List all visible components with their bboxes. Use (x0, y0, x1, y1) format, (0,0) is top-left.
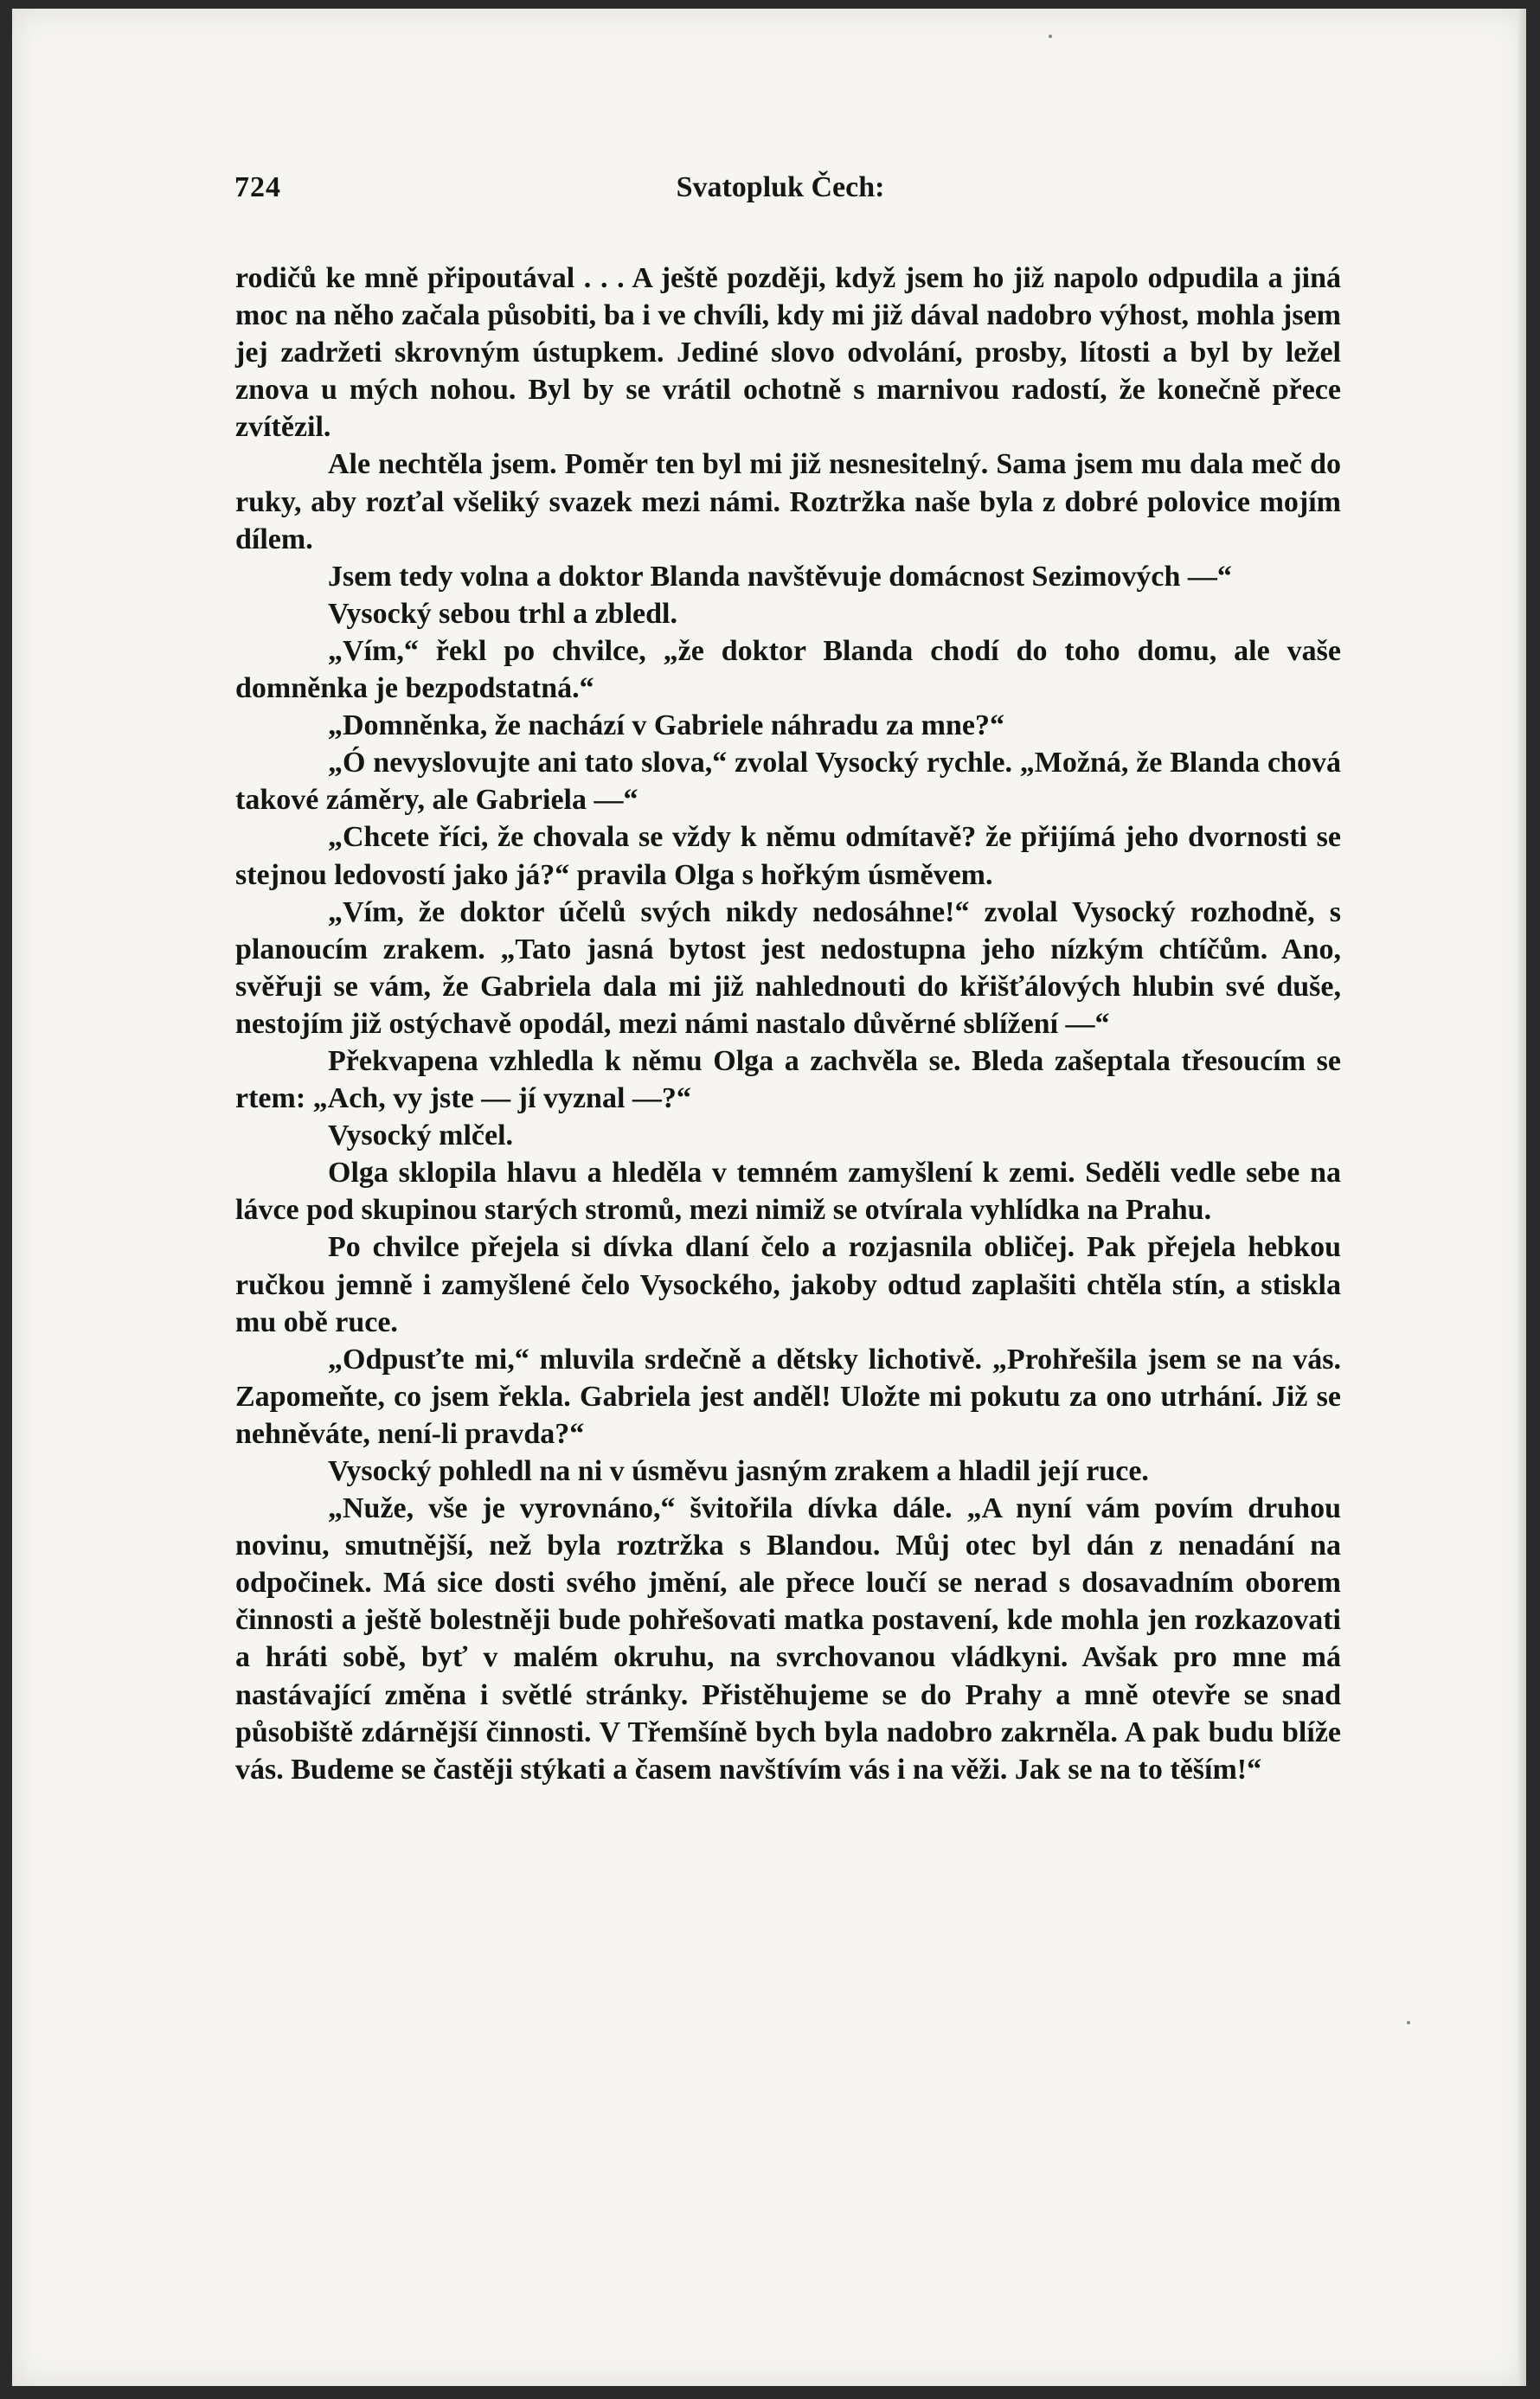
print-speck (1407, 2021, 1410, 2024)
paragraph: rodičů ke mně připoutával . . . A ještě později, když jsem ho již napolo odpudila a jiná moc na něho začala působiti, ba i ve chvíli, kdy mi již dával nadobro výhost, mohla jsem jej zadržeti skrovným ústupkem. Jediné slovo odvolání, prosby, lítosti a byl by ležel znova u mých nohou. Byl by se vrátil ochotně s marnivou radostí, že konečně přece zvítězil. (235, 262, 1341, 444)
paragraph: Překvapena vzhledla k němu Olga a zachvěla se. Bleda zašeptala třesoucím se rtem: „Ach, vy jste — jí vyznal —?“ (235, 1044, 1341, 1115)
paragraph: „Domněnka, že nachází v Gabriele náhradu za mne?“ (328, 709, 1004, 742)
paragraph: Ale nechtěla jsem. Poměr ten byl mi již nesnesitelný. Sama jsem mu dala meč do ruky, aby rozťal všeliký svazek mezi námi. Roztržka naše byla z dobré polovice mojím dílem. (235, 448, 1341, 555)
page-header (222, 171, 1338, 215)
running-head: Svatopluk Čech: (676, 171, 885, 203)
paragraph: Vysocký mlčel. (328, 1119, 514, 1152)
paragraph: „Chcete říci, že chovala se vždy k němu odmítavě? že přijímá jeho dvornosti se stejnou ledovostí jako já?“ pravila Olga s hořkým úsměvem. (235, 821, 1341, 891)
paragraph: „Vím, že doktor účelů svých nikdy nedosáhne!“ zvolal Vysocký rozhodně, s planoucím zrakem. „Tato jasná bytost jest nedostupna jeho nízkým chtíčům. Ano, svěřuji se vám, že Gabriela dala mi již nahlednouti do křišťálových hlubin své duše, nestojím již ostýchavě opodál, mezi námi nastalo důvěrné sblížení —“ (235, 895, 1341, 1040)
page-number: 724 (234, 171, 281, 203)
paragraph: Vysocký sebou trhl a zbledl. (328, 597, 677, 630)
paragraph: „Vím,“ řekl po chvilce, „že doktor Blanda chodí do toho domu, ale vaše domněnka je bezpodstatná.“ (235, 634, 1341, 705)
book-page (12, 9, 1526, 2386)
paragraph: „Odpusťte mi,“ mluvila srdečně a dětsky lichotivě. „Prohřešila jsem se na vás. Zapomeňte, co jsem řekla. Gabriela jest anděl! Uložte mi pokutu za ono utrhání. Již se nehněváte, není-li pravda?“ (235, 1343, 1341, 1450)
paragraph: Po chvilce přejela si dívka dlaní čelo a rozjasnila obličej. Pak přejela hebkou ručkou jemně i zamyšlené čelo Vysockého, jakoby odtud zaplašiti chtěla stín, a stiskla mu obě ruce. (235, 1231, 1341, 1338)
page-edge (1518, 9, 1526, 2386)
body-text (235, 260, 1341, 1788)
paragraph: „Ó nevyslovujte ani tato slova,“ zvolal Vysocký rychle. „Možná, že Blanda chová takové záměry, ale Gabriela —“ (235, 747, 1341, 817)
paragraph: „Nuže, vše je vyrovnáno,“ švitořila dívka dále. „A nyní vám povím druhou novinu, smutnější, než byla roztržka s Blandou. Můj otec byl dán z nenadání na odpočinek. Má sice dosti svého jmění, ale přece loučí se nerad s dosavadním oborem činnosti a ještě bolestněji bude pohřešovati matka postavení, kde mohla jen rozkazovati a hráti sobě, byť v malém okruhu, na svrchovanou vládkyni. Avšak pro mne má nastávající změna i světlé stránky. Přistěhujeme se do Prahy a mně otevře se snad působiště zdárnější činnosti. V Třemšíně bych byla nadobro zakrněla. A pak budu blíže vás. Budeme se častěji stýkati a časem navštívím vás i na věži. Jak se na to těším!“ (235, 1492, 1341, 1786)
paragraph: Jsem tedy volna a doktor Blanda navštěvuje domácnost Sezimových —“ (328, 560, 1232, 593)
paragraph: Olga sklopila hlavu a hleděla v temném zamyšlení k zemi. Seděli vedle sebe na lávce pod skupinou starých stromů, mezi nimiž se otvírala vyhlídka na Prahu. (235, 1157, 1341, 1227)
print-speck (1049, 35, 1052, 38)
paragraph: Vysocký pohledl na ni v úsměvu jasným zrakem a hladil její ruce. (328, 1455, 1149, 1487)
